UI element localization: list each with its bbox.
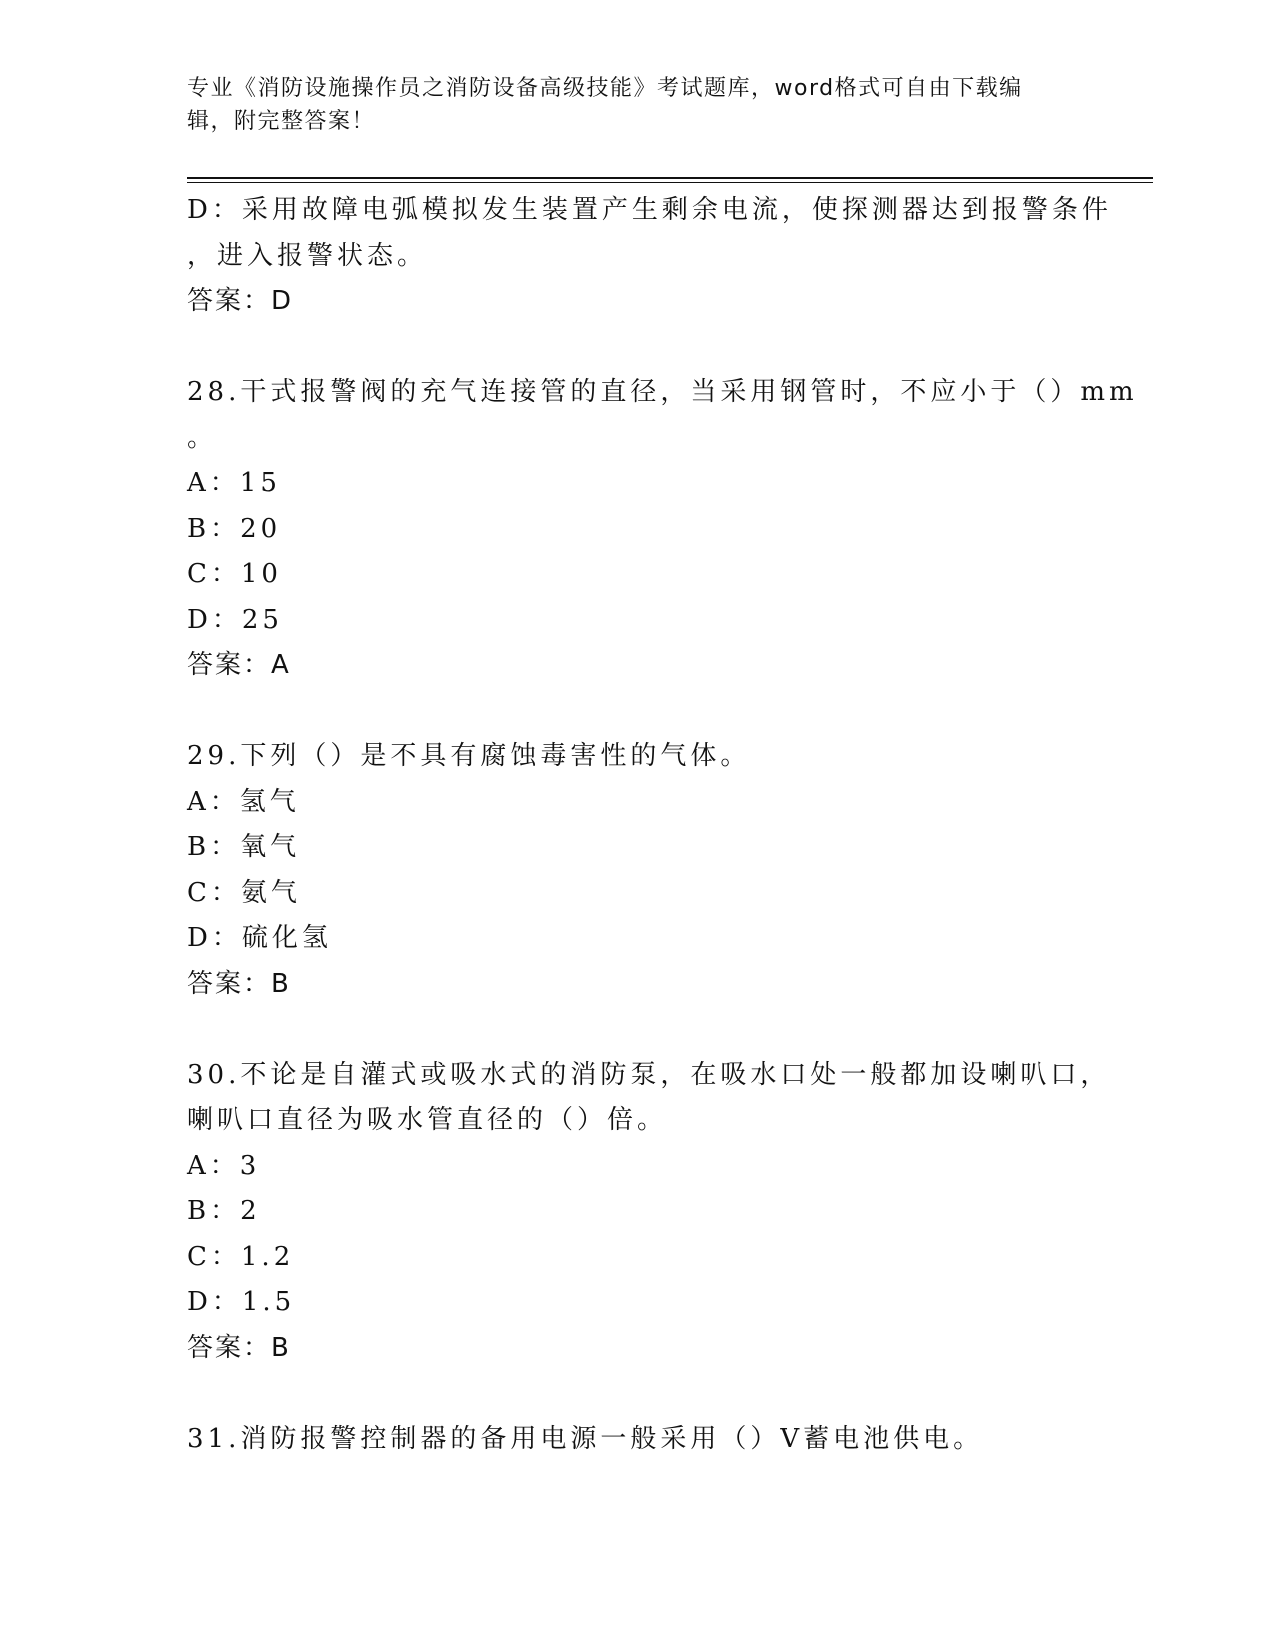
document-header (187, 72, 1087, 138)
question-text-line-1: 31.消防报警控制器的备用电源一般采用（）V蓄电池供电。 (187, 1423, 984, 1454)
header-divider-thin (187, 182, 1153, 183)
header-divider (187, 177, 1153, 179)
answer: 答案：B (187, 1332, 291, 1363)
option-d: D：1.5 (187, 1287, 296, 1317)
prev-option-d-line-1: D：采用故障电弧模拟发生装置产生剩余电流，使探测器达到报警条件 (187, 195, 1112, 225)
question-text-line-1: 30.不论是自灌式或吸水式的消防泵，在吸水口处一般都加设喇叭口， (187, 1059, 1111, 1090)
question-31 (187, 1417, 1087, 1463)
question-28 (187, 370, 1138, 689)
option-a: A：15 (187, 468, 281, 498)
option-d: D：25 (187, 604, 283, 635)
option-a: A：3 (187, 1150, 261, 1181)
prev-answer: 答案：D (187, 286, 294, 316)
option-b: B：2 (187, 1196, 261, 1226)
answer: 答案：A (187, 650, 291, 680)
question-text-line-1: 28.干式报警阀的充气连接管的直径，当采用钢管时，不应小于（）mm (187, 377, 1138, 407)
question-29 (187, 734, 1087, 1007)
question-text-line-2: 喇叭口直径为吸水管直径的（）倍。 (187, 1105, 668, 1135)
option-d: D：硫化氢 (187, 923, 332, 953)
option-c: C：1.2 (187, 1241, 295, 1272)
question-30 (187, 1053, 1111, 1372)
answer: 答案：B (187, 968, 291, 999)
question-content (187, 188, 1138, 1462)
prev-option-d-line-2: ，进入报警状态。 (187, 240, 428, 271)
option-a: A：氢气 (187, 786, 300, 817)
header-line-2: 辑，附完整答案！ (187, 109, 376, 134)
option-b: B：20 (187, 513, 282, 544)
question-text-line-2: 。 (187, 422, 218, 453)
option-c: C：10 (187, 559, 282, 589)
option-b: B：氧气 (187, 832, 301, 862)
header-line-1: 专业《消防设施操作员之消防设备高级技能》考试题库，word格式可自由下载编 (187, 76, 1023, 101)
option-c: C：氨气 (187, 877, 301, 908)
question-text-line-1: 29.下列（）是不具有腐蚀毒害性的气体。 (187, 741, 751, 771)
